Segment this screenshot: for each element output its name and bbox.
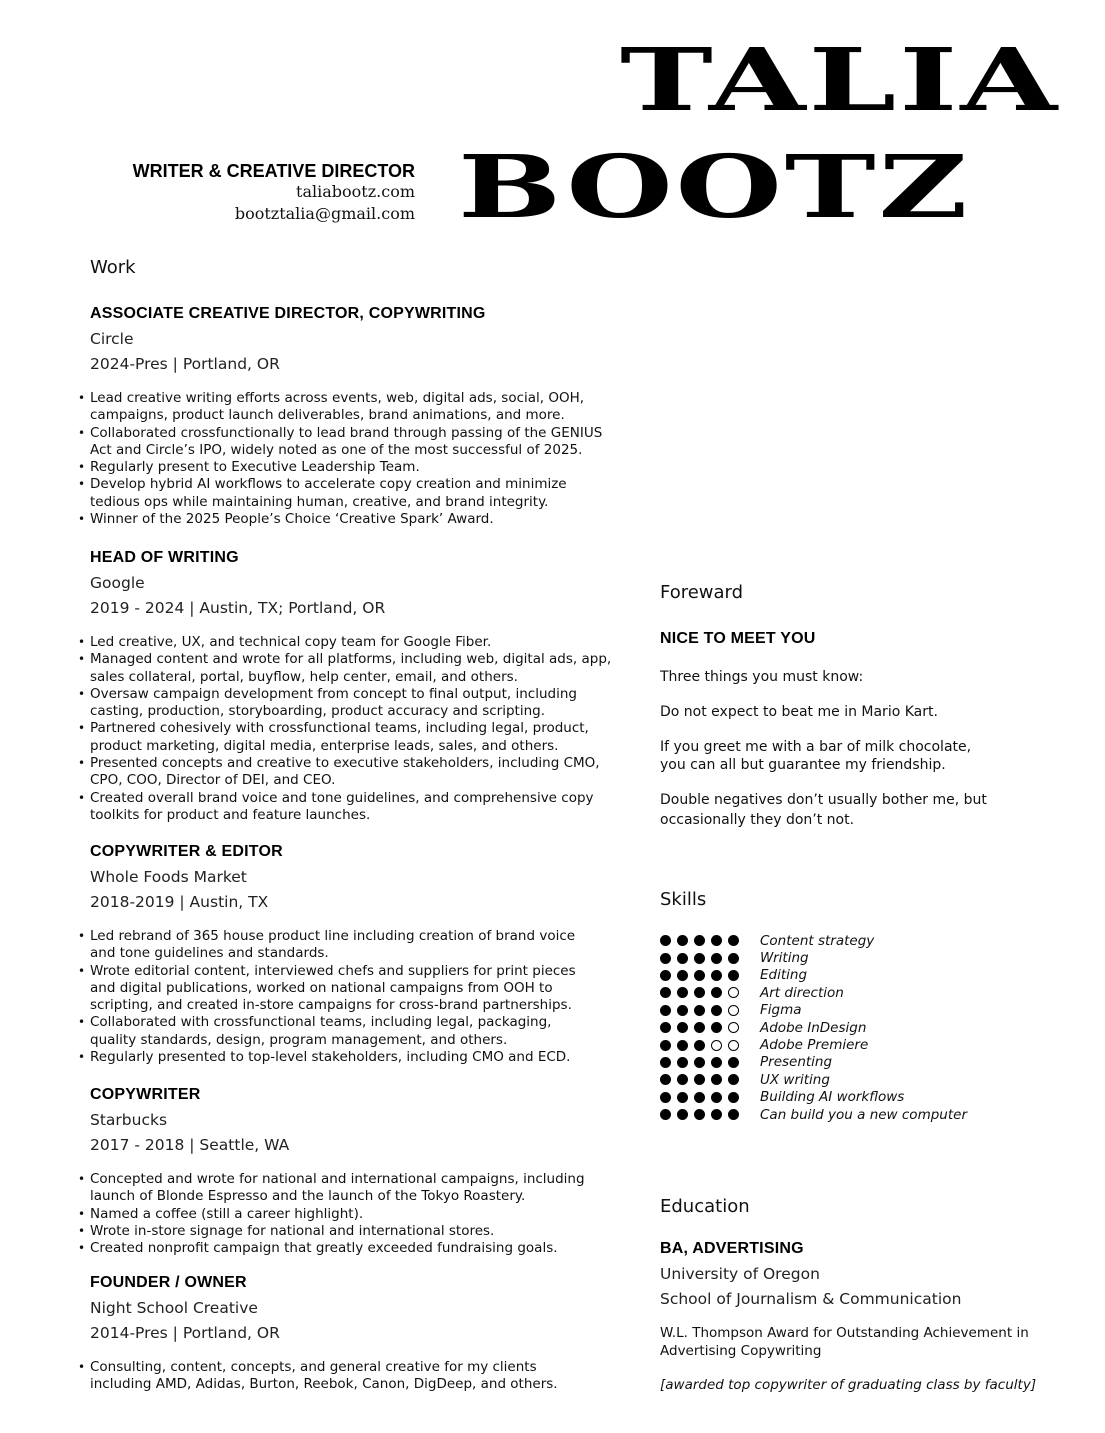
list-item: • Wrote editorial content, interviewed chefs and suppliers for print pieces and digital publications, worked on national campaigns from OOH to scripting, and created in-store campaigns for cross-brand partnerships. [90, 963, 595, 1015]
filled-dot-icon [694, 953, 705, 964]
filled-dot-icon [677, 987, 688, 998]
filled-dot-icon [677, 1057, 688, 1068]
filled-dot-icon [677, 970, 688, 981]
filled-dot-icon [694, 1005, 705, 1016]
job-bullets [90, 390, 620, 528]
list-item: • Collaborated crossfunctionally to lead brand through passing of the GENIUS Act and Circle’s IPO, widely noted as one of the most successful of 2025. [90, 425, 620, 460]
filled-dot-icon [677, 935, 688, 946]
list-item: • Collaborated with crossfunctional teams, including legal, packaging, quality standards, design, program management, and others. [90, 1014, 595, 1049]
filled-dot-icon [677, 1022, 688, 1033]
job-company: Circle [90, 330, 134, 348]
filled-dot-icon [694, 1040, 705, 1051]
skill-rating [660, 970, 760, 981]
list-item: • Managed content and wrote for all platforms, including web, digital ads, app, sales collateral, portal, buyflow, help center, email, and others. [90, 651, 620, 686]
skill-row [660, 1002, 1020, 1019]
filled-dot-icon [677, 1074, 688, 1085]
department-name: School of Journalism & Communication [660, 1290, 962, 1308]
filled-dot-icon [711, 987, 722, 998]
filled-dot-icon [694, 1022, 705, 1033]
education-section-title: Education [660, 1196, 750, 1217]
filled-dot-icon [677, 953, 688, 964]
skill-label: Figma [760, 1002, 802, 1019]
filled-dot-icon [660, 1074, 671, 1085]
job-entry [90, 1274, 575, 1394]
job-entry [90, 1086, 610, 1257]
filled-dot-icon [711, 1074, 722, 1085]
award-note: [awarded top copywriter of graduating class by faculty] [660, 1377, 1037, 1393]
filled-dot-icon [711, 970, 722, 981]
job-title: COPYWRITER [90, 1086, 201, 1103]
filled-dot-icon [728, 1074, 739, 1085]
skill-label: Content strategy [760, 932, 875, 949]
list-item: • Develop hybrid AI workflows to accelerate copy creation and minimize tedious ops while maintaining human, creative, and brand integrity. [90, 476, 620, 511]
job-title: FOUNDER / OWNER [90, 1274, 247, 1291]
list-item: • Led rebrand of 365 house product line including creation of brand voice and tone guidelines and standards. [90, 928, 595, 963]
filled-dot-icon [728, 935, 739, 946]
name-last: BOOTZ [458, 137, 971, 238]
skills-list [660, 932, 1020, 1123]
job-entry [90, 843, 595, 1066]
skill-label: Writing [760, 950, 809, 967]
list-item: • Oversaw campaign development from concept to final output, including casting, production, storyboarding, product accuracy and scripting. [90, 686, 620, 721]
skill-row [660, 1019, 1020, 1036]
work-section-title: Work [90, 257, 136, 278]
job-dates: 2017 - 2018 | Seattle, WA [90, 1136, 290, 1154]
name-first: TALIA [620, 30, 1061, 131]
skill-rating [660, 1092, 760, 1103]
foreward-heading: NICE TO MEET YOU [660, 630, 816, 647]
foreward-section-title: Foreward [660, 582, 744, 603]
filled-dot-icon [660, 935, 671, 946]
job-company: Night School Creative [90, 1299, 258, 1317]
skill-rating [660, 1005, 760, 1016]
filled-dot-icon [728, 1092, 739, 1103]
filled-dot-icon [677, 1005, 688, 1016]
skill-label: Adobe InDesign [760, 1019, 867, 1036]
foreward-paragraph: Three things you must know: [660, 669, 864, 685]
skill-rating [660, 1057, 760, 1068]
filled-dot-icon [660, 1057, 671, 1068]
skill-rating [660, 1022, 760, 1033]
skill-row [660, 932, 1020, 949]
filled-dot-icon [660, 1109, 671, 1120]
skill-label: Can build you a new computer [760, 1106, 967, 1123]
filled-dot-icon [660, 1092, 671, 1103]
filled-dot-icon [677, 1040, 688, 1051]
filled-dot-icon [728, 1057, 739, 1068]
skill-label: Building AI workflows [760, 1089, 905, 1106]
filled-dot-icon [694, 987, 705, 998]
list-item: • Named a coffee (still a career highlight). [90, 1206, 610, 1223]
skill-row [660, 1054, 1020, 1071]
filled-dot-icon [728, 970, 739, 981]
empty-dot-icon [728, 1022, 739, 1033]
website-link[interactable]: taliabootz.com [296, 182, 415, 201]
filled-dot-icon [711, 1057, 722, 1068]
job-title: HEAD OF WRITING [90, 549, 239, 566]
filled-dot-icon [711, 953, 722, 964]
skill-row [660, 1036, 1020, 1053]
skill-rating [660, 935, 760, 946]
job-title: COPYWRITER & EDITOR [90, 843, 283, 860]
job-bullets [90, 634, 620, 824]
filled-dot-icon [711, 1109, 722, 1120]
job-entry [90, 305, 620, 528]
skill-label: Art direction [760, 984, 844, 1001]
list-item: • Created nonprofit campaign that greatly exceeded fundraising goals. [90, 1240, 610, 1257]
list-item: • Created overall brand voice and tone guidelines, and comprehensive copy toolkits for product and feature launches. [90, 790, 620, 825]
filled-dot-icon [711, 1005, 722, 1016]
empty-dot-icon [728, 987, 739, 998]
list-item: • Winner of the 2025 People’s Choice ‘Creative Spark’ Award. [90, 511, 620, 528]
filled-dot-icon [694, 970, 705, 981]
skill-row [660, 949, 1020, 966]
filled-dot-icon [694, 1057, 705, 1068]
skills-section-title: Skills [660, 889, 707, 910]
list-item: • Led creative, UX, and technical copy team for Google Fiber. [90, 634, 620, 651]
filled-dot-icon [728, 1109, 739, 1120]
filled-dot-icon [694, 1074, 705, 1085]
job-bullets [90, 1359, 575, 1394]
job-company: Google [90, 574, 145, 592]
school-name: University of Oregon [660, 1265, 820, 1283]
role-title: WRITER & CREATIVE DIRECTOR [132, 161, 415, 181]
list-item: • Partnered cohesively with crossfunctional teams, including legal, product, product marketing, digital media, enterprise leads, sales, and others. [90, 720, 620, 755]
filled-dot-icon [660, 987, 671, 998]
filled-dot-icon [677, 1109, 688, 1120]
skill-rating [660, 1074, 760, 1085]
filled-dot-icon [711, 935, 722, 946]
job-company: Starbucks [90, 1111, 168, 1129]
job-title: ASSOCIATE CREATIVE DIRECTOR, COPYWRITING [90, 305, 486, 322]
skill-row [660, 1106, 1020, 1123]
list-item: • Regularly present to Executive Leadership Team. [90, 459, 620, 476]
job-dates: 2018-2019 | Austin, TX [90, 893, 269, 911]
skill-rating [660, 1109, 760, 1120]
empty-dot-icon [711, 1040, 722, 1051]
empty-dot-icon [728, 1040, 739, 1051]
filled-dot-icon [660, 970, 671, 981]
skill-rating [660, 1040, 760, 1051]
filled-dot-icon [694, 935, 705, 946]
degree-title: BA, ADVERTISING [660, 1240, 804, 1257]
filled-dot-icon [660, 953, 671, 964]
foreward-paragraph: Double negatives don’t usually bother me, but occasionally they don’t not. [660, 792, 987, 828]
filled-dot-icon [711, 1092, 722, 1103]
skill-label: Editing [760, 967, 808, 984]
job-dates: 2024-Pres | Portland, OR [90, 355, 280, 373]
list-item: • Wrote in-store signage for national and international stores. [90, 1223, 610, 1240]
email-link[interactable]: bootztalia@gmail.com [234, 204, 415, 223]
foreward-paragraph: If you greet me with a bar of milk chocolate, you can all but guarantee my friendship. [660, 739, 972, 773]
empty-dot-icon [728, 1005, 739, 1016]
job-company: Whole Foods Market [90, 868, 247, 886]
skill-row [660, 1071, 1020, 1088]
filled-dot-icon [694, 1109, 705, 1120]
filled-dot-icon [660, 1040, 671, 1051]
skill-label: UX writing [760, 1071, 830, 1088]
job-dates: 2014-Pres | Portland, OR [90, 1324, 280, 1342]
job-entry [90, 549, 620, 824]
job-bullets [90, 928, 595, 1066]
filled-dot-icon [728, 953, 739, 964]
filled-dot-icon [694, 1092, 705, 1103]
list-item: • Presented concepts and creative to executive stakeholders, including CMO, CPO, COO, Director of DEI, and CEO. [90, 755, 620, 790]
list-item: • Regularly presented to top-level stakeholders, including CMO and ECD. [90, 1049, 595, 1066]
skill-row [660, 984, 1020, 1001]
skill-row [660, 967, 1020, 984]
job-dates: 2019 - 2024 | Austin, TX; Portland, OR [90, 599, 386, 617]
skill-rating [660, 987, 760, 998]
skill-label: Adobe Premiere [760, 1037, 869, 1054]
foreward-paragraph: Do not expect to beat me in Mario Kart. [660, 704, 938, 720]
list-item: • Lead creative writing efforts across events, web, digital ads, social, OOH, campaigns, product launch deliverables, brand animations, and more. [90, 390, 620, 425]
job-bullets [90, 1171, 610, 1257]
list-item: • Consulting, content, concepts, and general creative for my clients including AMD, Adidas, Burton, Reebok, Canon, DigDeep, and others. [90, 1359, 575, 1394]
skill-rating [660, 953, 760, 964]
filled-dot-icon [677, 1092, 688, 1103]
skill-row [660, 1089, 1020, 1106]
filled-dot-icon [660, 1022, 671, 1033]
filled-dot-icon [660, 1005, 671, 1016]
award-text: W.L. Thompson Award for Outstanding Achievement in Advertising Copywriting [660, 1325, 1029, 1359]
skill-label: Presenting [760, 1054, 833, 1071]
contact-block [133, 161, 415, 225]
filled-dot-icon [711, 1022, 722, 1033]
list-item: • Concepted and wrote for national and international campaigns, including launch of Blonde Espresso and the launch of the Tokyo Roastery. [90, 1171, 610, 1206]
